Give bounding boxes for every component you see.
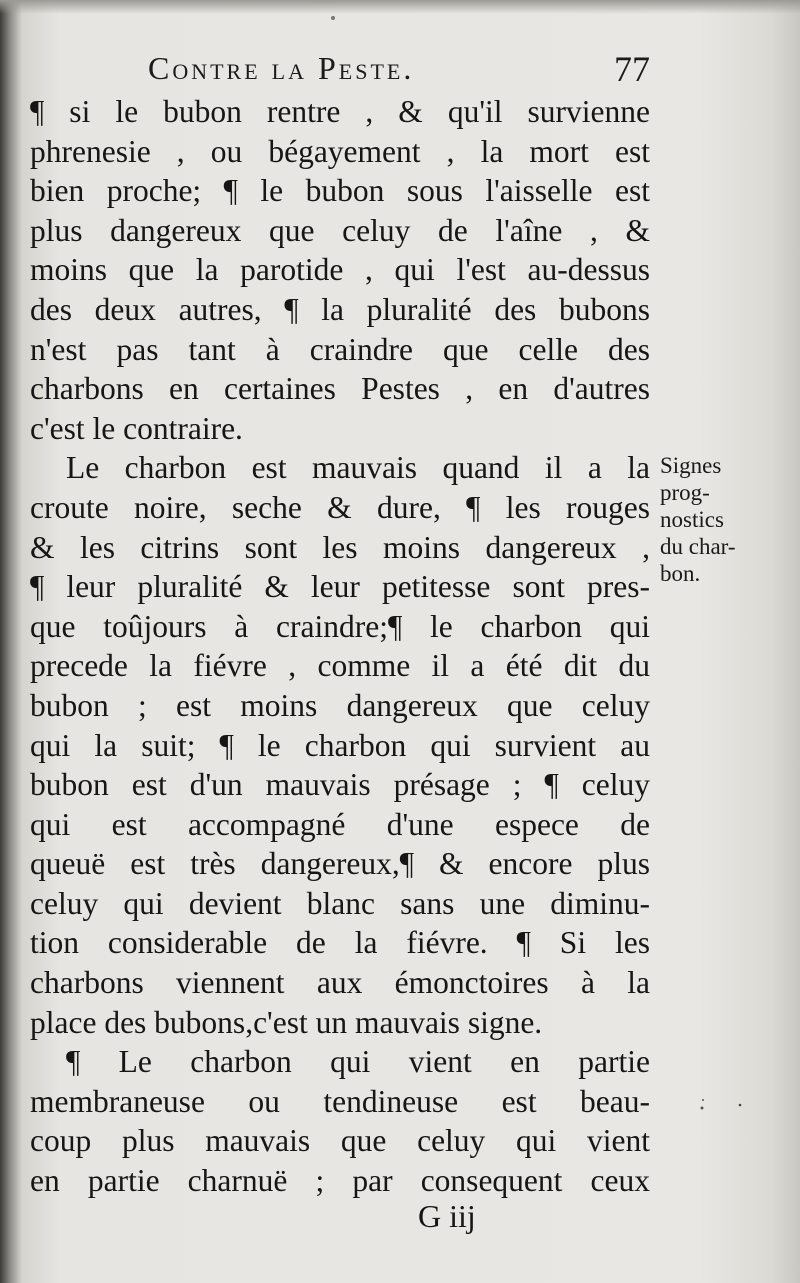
text-line: bien proche; ¶ le bubon sous l'aisselle est [30, 173, 650, 209]
text-line: ¶ Le charbon qui vient en partie [66, 1044, 650, 1080]
text-line: qui la suit; ¶ le charbon qui survient au [30, 727, 650, 763]
text-line: place des bubons,c'est un mauvais signe. [30, 1004, 543, 1040]
text-line: coup plus mauvais que celuy qui vient [30, 1123, 650, 1159]
running-title: Contre la Peste. [148, 50, 415, 86]
text-line: ¶ leur pluralité & leur petitesse sont pres- [30, 569, 650, 605]
text-line: qui est accompagné d'une espece de [30, 806, 650, 842]
text-line: charbons viennent aux émonctoires à la [30, 965, 650, 1001]
text-line: plus dangereux que celuy de l'aîne , & [30, 212, 650, 248]
text-line: charbons en certaines Pestes , en d'autres [30, 371, 650, 407]
text-line: ¶ si le bubon rentre , & qu'il survienne [30, 94, 650, 129]
text-line: c'est le contraire. [30, 410, 243, 446]
text-line: bubon est d'un mauvais présage ; ¶ celuy [30, 767, 650, 803]
margin-note-line: Signes [660, 453, 722, 478]
text-line: tion considerable de la fiévre. ¶ Si les [30, 925, 650, 961]
text-line: phrenesie , ou bégayement , la mort est [30, 133, 650, 169]
text-line: des deux autres, ¶ la pluralité des bubons [30, 291, 650, 327]
page-number: 77 [614, 49, 650, 89]
text-line: membraneuse ou tendineuse est beau- [30, 1083, 650, 1119]
text-line: celuy qui devient blanc sans une diminu- [30, 885, 650, 921]
text-line: bubon ; est moins dangereux que celuy [30, 687, 650, 723]
ink-speck [702, 1099, 704, 1101]
margin-note-line: du char- [660, 534, 736, 559]
text-line: que toûjours à craindre;¶ le charbon qui [30, 608, 650, 644]
ink-speck [739, 1104, 742, 1107]
text-line: croute noire, seche & dure, ¶ les rouges [30, 489, 650, 525]
signature-mark: G iij [418, 1198, 476, 1234]
text-line: moins que la parotide , qui l'est au-dessus [30, 252, 650, 288]
text-line: queuë est très dangereux,¶ & encore plus [30, 846, 650, 882]
text-line: en partie charnuë ; par consequent ceux [30, 1163, 650, 1199]
text-line: Le charbon est mauvais quand il a la [66, 450, 650, 486]
margin-note-line: prog- [660, 480, 710, 505]
text-line: precede la fiévre , comme il a été dit du [30, 648, 650, 684]
text-line: & les citrins sont les moins dangereux , [30, 529, 650, 565]
text-line: n'est pas tant à craindre que celle des [30, 331, 650, 367]
margin-note-line: nostics [660, 507, 724, 532]
ink-speck [701, 1107, 704, 1110]
ink-speck [331, 16, 335, 20]
margin-note-line: bon. [660, 561, 701, 586]
